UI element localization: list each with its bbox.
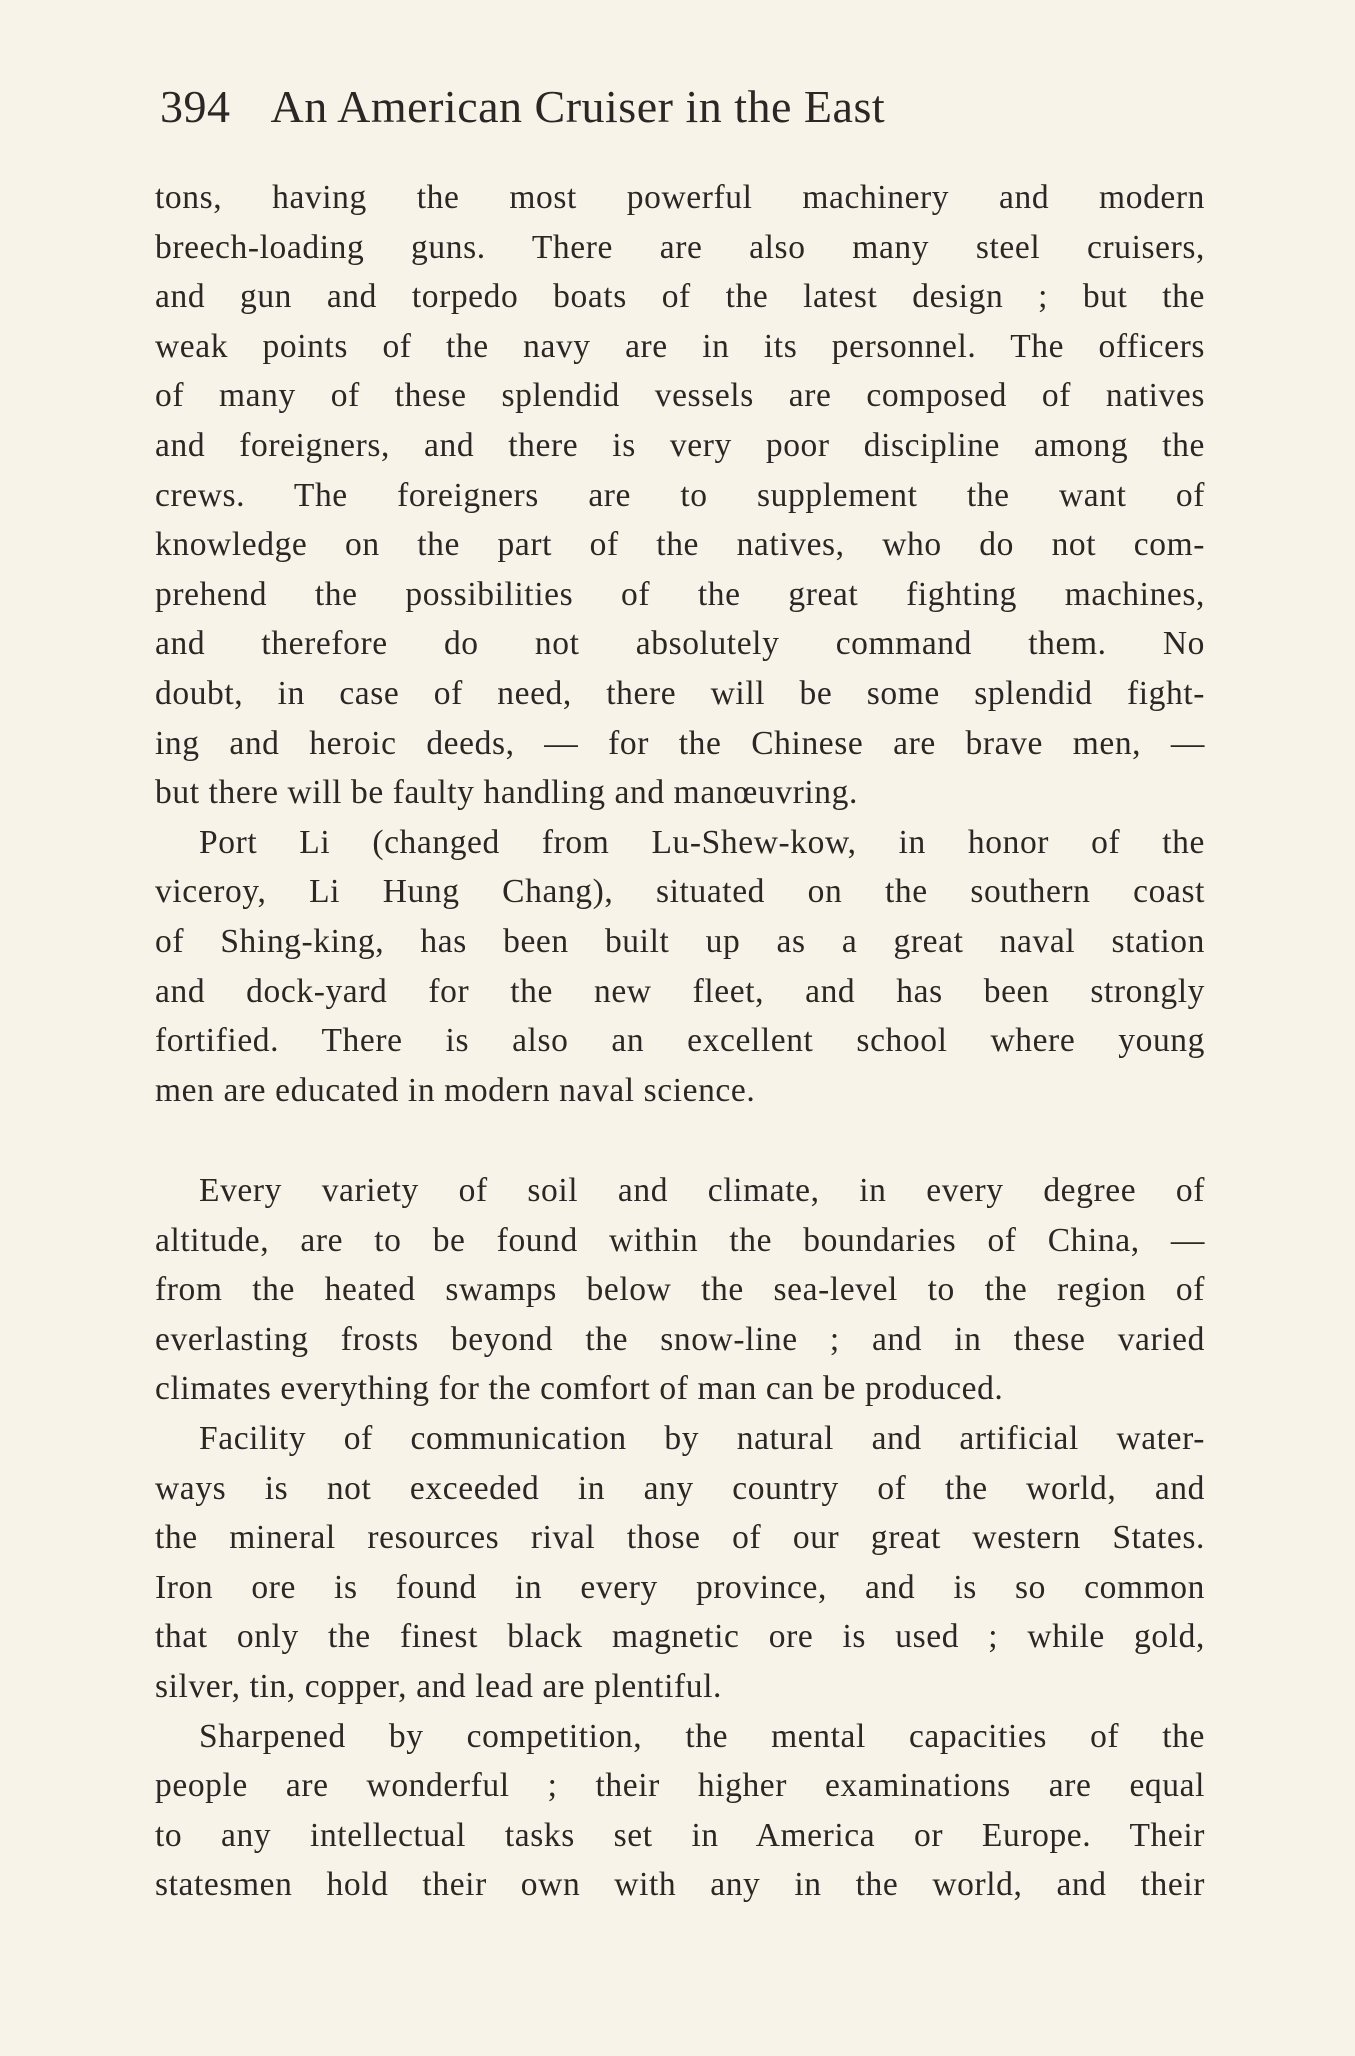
text-line: knowledge on the part of the natives, who do not com- [155, 526, 1205, 564]
page-header [160, 72, 1110, 142]
text-line: Iron ore is found in every province, and is so common [155, 1568, 1205, 1606]
text-line: and foreigners, and there is very poor discipline among the [155, 426, 1205, 464]
text-line: doubt, in case of need, there will be some splendid fight- [155, 674, 1205, 712]
text-line: climates everything for the comfort of man can be produced. [155, 1370, 1004, 1408]
text-line: Facility of communication by natural and artificial water- [199, 1419, 1205, 1457]
text-line: breech-loading guns. There are also many steel cruisers, [155, 228, 1205, 266]
text-line: people are wonderful ; their higher examinations are equal [155, 1767, 1205, 1805]
text-line: Sharpened by competition, the mental capacities of the [199, 1717, 1205, 1755]
text-block-second-section [155, 1166, 1205, 1910]
text-line: and dock-yard for the new fleet, and has been strongly [155, 972, 1205, 1010]
text-line: silver, tin, copper, and lead are plentiful. [155, 1667, 722, 1705]
running-title: An American Cruiser in the East [270, 81, 886, 132]
text-line: that only the finest black magnetic ore is used ; while gold, [155, 1618, 1205, 1656]
text-line: viceroy, Li Hung Chang), situated on the southern coast [155, 873, 1205, 911]
page-number: 394 [160, 81, 231, 132]
text-line: crews. The foreigners are to supplement the want of [155, 476, 1205, 514]
text-line: altitude, are to be found within the boundaries of China, — [155, 1221, 1205, 1259]
text-line: and gun and torpedo boats of the latest design ; but the [155, 278, 1205, 316]
text-line: prehend the possibilities of the great fighting machines, [155, 575, 1205, 613]
text-line: men are educated in modern naval science. [155, 1071, 756, 1109]
text-line: weak points of the navy are in its personnel. The officers [155, 327, 1205, 365]
text-line: of Shing-king, has been built up as a great naval station [155, 922, 1205, 960]
text-line: ways is not exceeded in any country of the world, and [155, 1469, 1205, 1507]
text-block-first-section [155, 173, 1205, 1115]
text-line: the mineral resources rival those of our great western States. [155, 1519, 1205, 1557]
text-line: statesmen hold their own with any in the world, and their [155, 1866, 1205, 1904]
text-line: but there will be faulty handling and manœuvring. [155, 774, 858, 812]
text-line: from the heated swamps below the sea-level to the region of [155, 1271, 1205, 1309]
text-line: Port Li (changed from Lu-Shew-kow, in honor of the [199, 823, 1205, 861]
text-line: Every variety of soil and climate, in every degree of [199, 1172, 1205, 1209]
text-line: to any intellectual tasks set in America or Europe. Their [155, 1816, 1205, 1854]
text-line: fortified. There is also an excellent school where young [155, 1022, 1205, 1060]
text-line: everlasting frosts beyond the snow-line ; and in these varied [155, 1320, 1205, 1358]
text-line: and therefore do not absolutely command them. No [155, 625, 1205, 663]
text-line: ing and heroic deeds, — for the Chinese are brave men, — [155, 724, 1205, 762]
text-line: tons, having the most powerful machinery and modern [155, 179, 1205, 216]
text-line: of many of these splendid vessels are composed of natives [155, 377, 1205, 415]
